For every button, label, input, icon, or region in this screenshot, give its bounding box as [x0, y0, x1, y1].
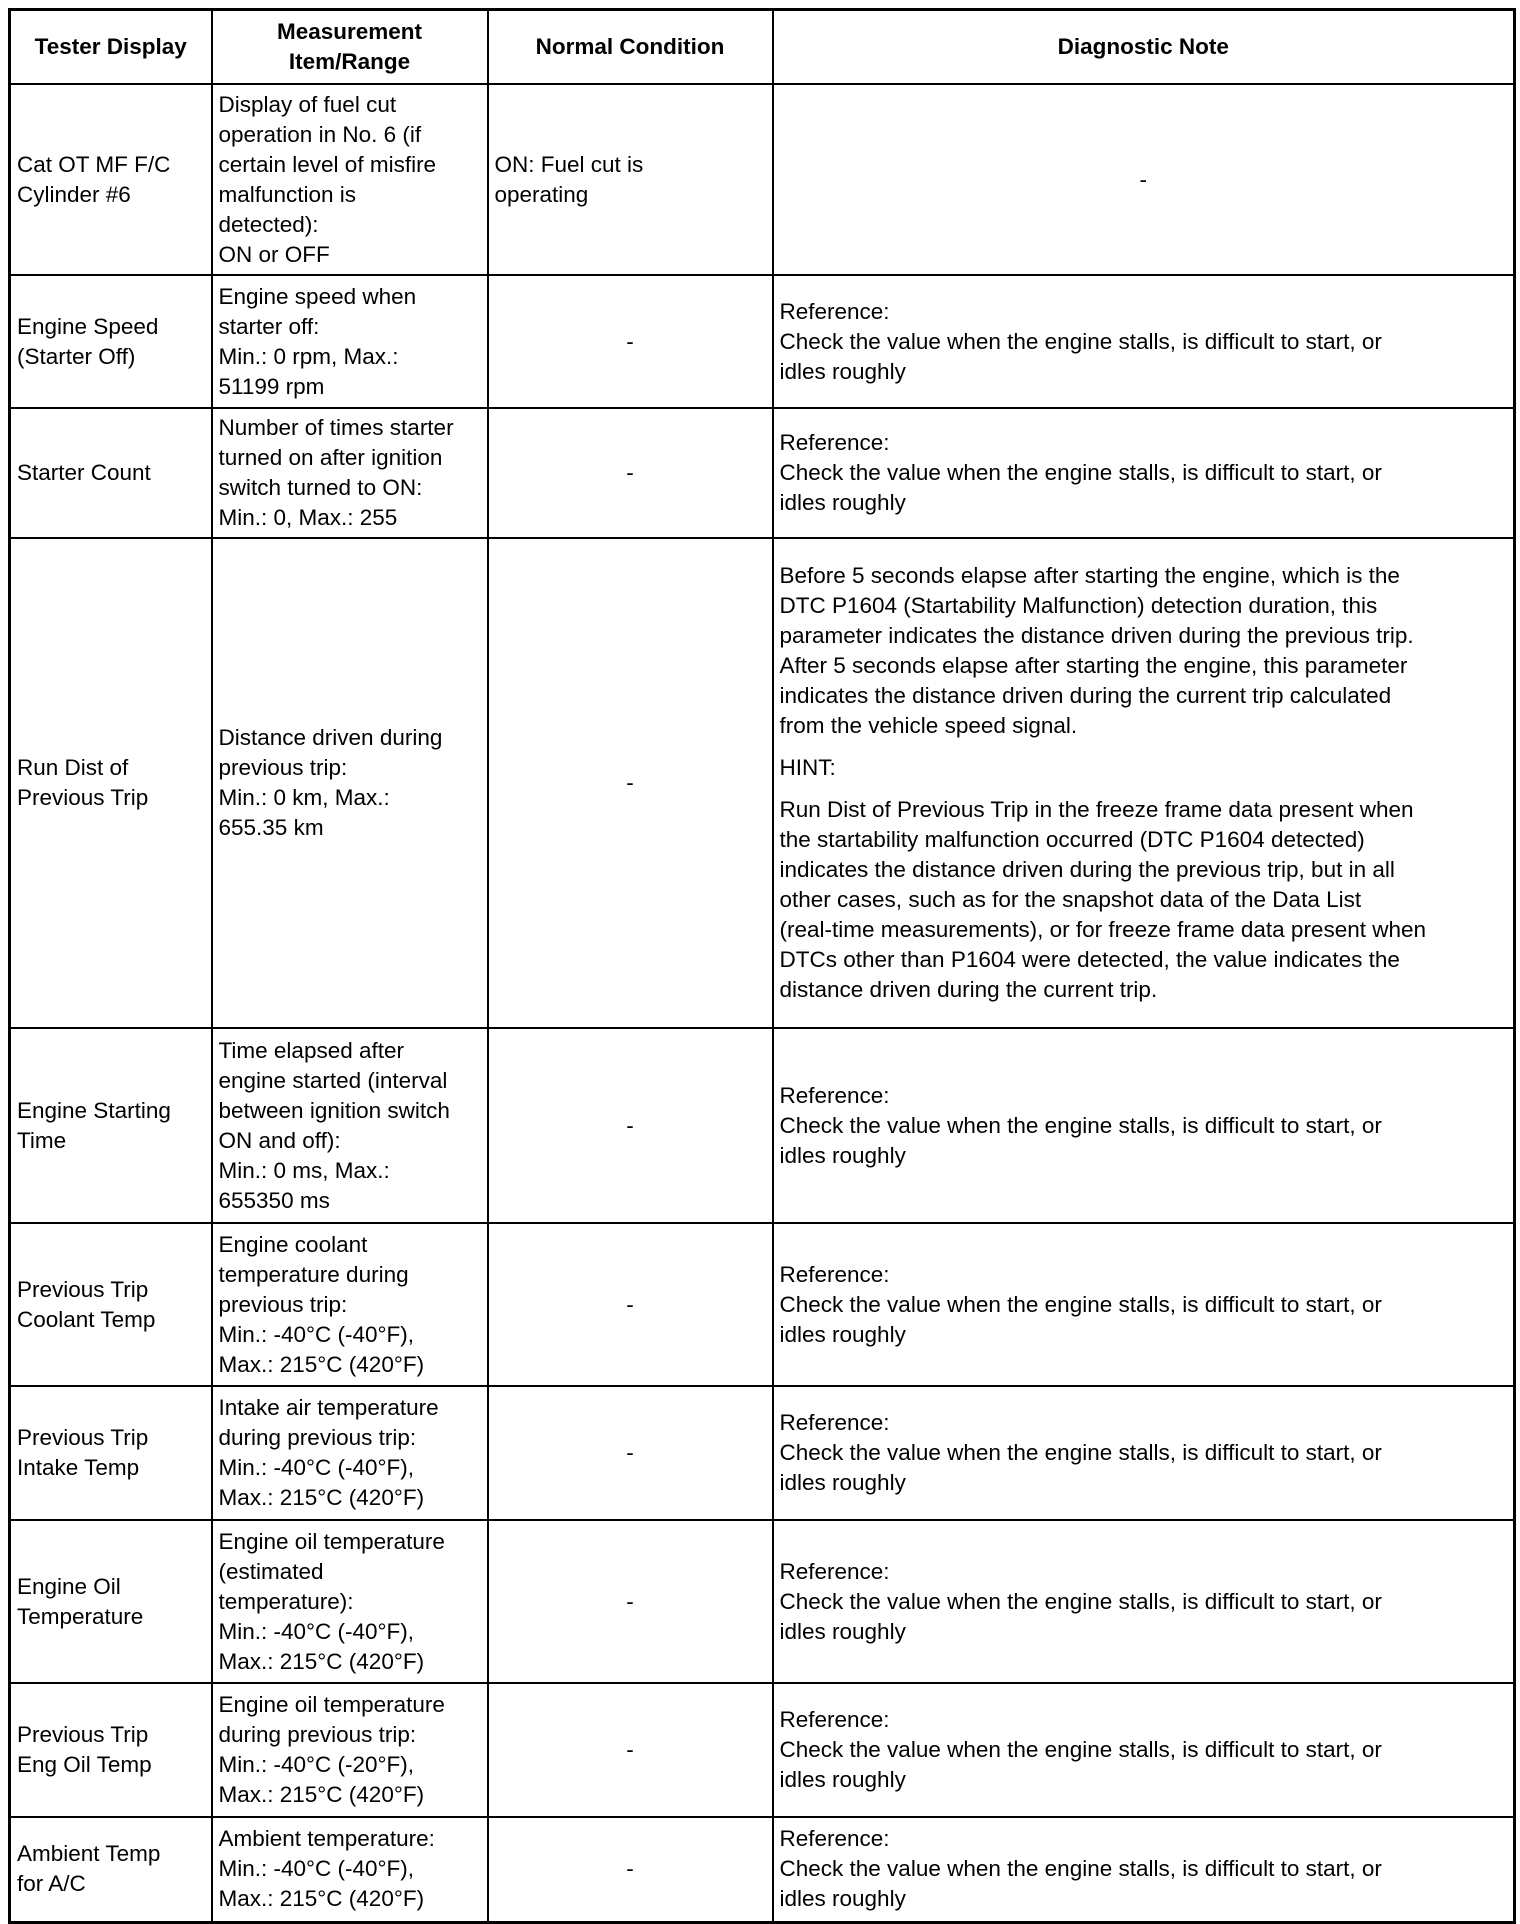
- diagnostic-note-cell: [773, 1223, 1515, 1386]
- measurement-cell-line: (estimated: [218, 1558, 324, 1584]
- diagnostic-note-cell-line: Check the value when the engine stalls, is difficult to start, or: [779, 328, 1382, 354]
- note-line: indicates the distance driven during the previous trip, but in all: [779, 857, 1395, 882]
- tester-display-cell: [10, 1683, 212, 1817]
- measurement-cell-line: Intake air temperature: [218, 1395, 439, 1420]
- diagnostic-note-cell-line: Check the value when the engine stalls, is difficult to start, or: [779, 1291, 1382, 1317]
- measurement-cell-line: 655.35 km: [218, 815, 324, 840]
- tester-display-cell-line: Previous Trip: [17, 1276, 149, 1302]
- normal-condition-cell: [488, 1817, 773, 1922]
- normal-condition-cell-line: -: [626, 1440, 634, 1465]
- normal-condition-cell-line: -: [626, 1112, 634, 1138]
- tester-display-cell-line: Run Dist of: [17, 755, 129, 780]
- diagnostic-note-cell-line: idles roughly: [779, 1470, 906, 1495]
- measurement-cell-line: Min.: -40°C (-40°F),: [218, 1618, 415, 1644]
- diagnostic-note-cell: [773, 1386, 1515, 1520]
- note-line: DTC P1604 (Startability Malfunction) detection duration, this: [779, 593, 1378, 618]
- tester-display-cell-line: Engine Speed: [17, 313, 159, 339]
- diagnostic-note-cell-line: Reference:: [779, 1558, 890, 1584]
- normal-condition-cell: [488, 1223, 773, 1386]
- measurement-cell-line: Distance driven during: [218, 725, 443, 750]
- measurement-cell: [212, 1817, 488, 1922]
- diagnostic-note-cell-line: idles roughly: [779, 1767, 906, 1792]
- header-measurement-item-range: Measurement Item/Range: [212, 10, 488, 85]
- measurement-cell: [212, 1520, 488, 1683]
- header-tester-display: Tester Display: [10, 10, 212, 85]
- tester-display-cell-line: Previous Trip: [17, 1425, 149, 1450]
- table-row: [10, 1817, 1515, 1922]
- tester-display-cell: [10, 408, 212, 538]
- tester-display-cell-line: Time: [17, 1127, 67, 1153]
- diagnostic-note-cell: [773, 1520, 1515, 1683]
- tester-display-cell-line: Engine Oil: [17, 1573, 121, 1599]
- tester-display-cell: [10, 1223, 212, 1386]
- header-diagnostic-note: Diagnostic Note: [773, 10, 1515, 85]
- tester-display-cell-line: Temperature: [17, 1603, 144, 1629]
- diagnostic-note-cell-line: -: [1139, 166, 1147, 192]
- tester-display-cell-line: for A/C: [17, 1871, 86, 1897]
- table-row: [10, 1386, 1515, 1520]
- tester-display-cell: [10, 1817, 212, 1922]
- measurement-cell-line: Max.: 215°C (420°F): [218, 1886, 425, 1912]
- measurement-cell-line: Max.: 215°C (420°F): [218, 1782, 425, 1807]
- measurement-cell-line: temperature):: [218, 1588, 354, 1614]
- normal-condition-cell-line: ON: Fuel cut is: [494, 151, 644, 177]
- diagnostic-note-cell-line: Reference:: [779, 1707, 890, 1732]
- note-line: DTCs other than P1604 were detected, the value indicates the: [779, 947, 1400, 972]
- note-line: distance driven during the current trip.: [779, 977, 1158, 1002]
- note-line: Run Dist of Previous Trip in the freeze frame data present when: [779, 797, 1414, 822]
- note-line: After 5 seconds elapse after starting the engine, this parameter: [779, 653, 1408, 678]
- note-line: Before 5 seconds elapse after starting the engine, which is the: [779, 563, 1400, 588]
- normal-condition-cell-line: -: [626, 1856, 634, 1882]
- measurement-cell-line: 51199 rpm: [218, 373, 325, 399]
- tester-display-cell-line: Previous Trip: [17, 785, 149, 810]
- normal-condition-cell: [488, 1386, 773, 1520]
- tester-display-cell-line: Starter Count: [17, 460, 151, 485]
- normal-condition-cell: [488, 1520, 773, 1683]
- table-body: [10, 84, 1515, 1922]
- table-row: [10, 1683, 1515, 1817]
- table-row: [10, 275, 1515, 408]
- normal-condition-cell-line: -: [626, 770, 634, 795]
- measurement-cell-line: Min.: 0 rpm, Max.:: [218, 343, 399, 369]
- tester-display-cell: [10, 1386, 212, 1520]
- diagnostic-note-cell-line: Reference:: [779, 1826, 890, 1852]
- measurement-cell-line: ON and off):: [218, 1127, 341, 1153]
- measurement-cell-line: Max.: 215°C (420°F): [218, 1485, 425, 1510]
- measurement-cell-line: Ambient temperature:: [218, 1826, 435, 1852]
- note-line: from the vehicle speed signal.: [779, 713, 1078, 738]
- table-row: [10, 408, 1515, 538]
- diagnostic-note-cell-line: idles roughly: [779, 1321, 906, 1347]
- measurement-cell-line: Min.: 0, Max.: 255: [218, 505, 398, 530]
- tester-display-cell-line: Previous Trip: [17, 1722, 149, 1747]
- measurement-cell-line: temperature during: [218, 1261, 409, 1287]
- normal-condition-cell: [488, 1683, 773, 1817]
- diagnostic-note-cell-line: Reference:: [779, 298, 890, 324]
- normal-condition-cell-line: -: [626, 328, 634, 354]
- diagnostic-note-cell-line: Reference:: [779, 1261, 890, 1287]
- diagnostic-note-cell-line: idles roughly: [779, 1618, 906, 1644]
- normal-condition-cell: [488, 84, 773, 275]
- measurement-cell: [212, 275, 488, 408]
- normal-condition-cell-line: operating: [494, 181, 589, 207]
- measurement-cell-line: certain level of misfire: [218, 151, 437, 177]
- tester-display-cell-line: Cat OT MF F/C: [17, 151, 171, 177]
- diagnostic-note-cell-line: Check the value when the engine stalls, is difficult to start, or: [779, 1588, 1382, 1614]
- table-row: [10, 84, 1515, 275]
- normal-condition-cell-line: -: [626, 1291, 634, 1317]
- diagnostic-note-cell-line: Check the value when the engine stalls, is difficult to start, or: [779, 1737, 1382, 1762]
- note-line: parameter indicates the distance driven during the previous trip.: [779, 623, 1414, 648]
- tester-display-cell: [10, 1520, 212, 1683]
- tester-display-cell-line: Intake Temp: [17, 1455, 140, 1480]
- diagnostic-note-cell-line: Check the value when the engine stalls, is difficult to start, or: [779, 1440, 1382, 1465]
- measurement-cell-line: turned on after ignition: [218, 445, 443, 470]
- measurement-cell-line: Engine speed when: [218, 283, 417, 309]
- diagnostic-note-cell-line: Reference:: [779, 1082, 890, 1108]
- tester-display-cell: [10, 1028, 212, 1223]
- measurement-cell: [212, 1028, 488, 1223]
- data-list-table: [8, 8, 1516, 1924]
- measurement-cell-line: Time elapsed after: [218, 1037, 405, 1063]
- diagnostic-note-cell: [773, 1683, 1515, 1817]
- measurement-cell-line: Min.: -40°C (-40°F),: [218, 1455, 415, 1480]
- measurement-cell: [212, 1386, 488, 1520]
- diagnostic-note-cell: [773, 275, 1515, 408]
- normal-condition-cell-line: -: [626, 1588, 634, 1614]
- measurement-cell-line: Engine oil temperature: [218, 1528, 445, 1554]
- note-line: HINT:: [779, 755, 836, 780]
- table-row: [10, 1223, 1515, 1386]
- measurement-cell: [212, 408, 488, 538]
- note-paragraph: [780, 753, 1508, 783]
- normal-condition-cell: [488, 1028, 773, 1223]
- measurement-cell-line: Max.: 215°C (420°F): [218, 1351, 425, 1377]
- note-paragraph: [780, 561, 1508, 741]
- measurement-cell-line: Min.: 0 ms, Max.:: [218, 1157, 390, 1183]
- tester-display-cell-line: Engine Starting: [17, 1097, 171, 1123]
- measurement-cell-line: during previous trip:: [218, 1722, 417, 1747]
- table-row: [10, 538, 1515, 1028]
- note-line: the startability malfunction occurred (DTC P1604 detected): [779, 827, 1365, 852]
- measurement-cell-line: Min.: -40°C (-40°F),: [218, 1856, 415, 1882]
- note-line: (real-time measurements), or for freeze frame data present when: [779, 917, 1427, 942]
- diagnostic-note-cell: [773, 1817, 1515, 1922]
- tester-display-cell: [10, 275, 212, 408]
- measurement-cell-line: malfunction is: [218, 181, 357, 207]
- tester-display-cell-line: (Starter Off): [17, 343, 136, 369]
- measurement-cell-line: Number of times starter: [218, 415, 454, 440]
- diagnostic-note-cell-line: Reference:: [779, 1410, 890, 1435]
- measurement-cell-line: Engine oil temperature: [218, 1692, 445, 1717]
- diagnostic-note-cell-line: idles roughly: [779, 1886, 906, 1912]
- header-normal-condition: Normal Condition: [488, 10, 773, 85]
- table-row: [10, 1520, 1515, 1683]
- measurement-cell-line: during previous trip:: [218, 1425, 417, 1450]
- diagnostic-note-cell-line: Check the value when the engine stalls, is difficult to start, or: [779, 460, 1382, 485]
- normal-condition-cell-line: -: [626, 1737, 634, 1762]
- diagnostic-note-cell: [773, 84, 1515, 275]
- measurement-cell: [212, 538, 488, 1028]
- measurement-cell-line: previous trip:: [218, 755, 348, 780]
- diagnostic-note-cell: [773, 1028, 1515, 1223]
- normal-condition-cell: [488, 538, 773, 1028]
- measurement-cell-line: operation in No. 6 (if: [218, 121, 422, 147]
- measurement-cell-line: between ignition switch: [218, 1097, 450, 1123]
- tester-display-cell-line: Ambient Temp: [17, 1841, 161, 1867]
- tester-display-cell-line: Coolant Temp: [17, 1306, 156, 1332]
- diagnostic-note-cell-line: Check the value when the engine stalls, is difficult to start, or: [779, 1112, 1382, 1138]
- measurement-cell-line: starter off:: [218, 313, 320, 339]
- diagnostic-note-cell-line: Check the value when the engine stalls, is difficult to start, or: [779, 1856, 1382, 1882]
- normal-condition-cell: [488, 275, 773, 408]
- measurement-cell-line: Min.: -40°C (-40°F),: [218, 1321, 415, 1347]
- table-row: [10, 1028, 1515, 1223]
- tester-display-cell-line: Eng Oil Temp: [17, 1752, 152, 1777]
- measurement-cell-line: Min.: -40°C (-20°F),: [218, 1752, 415, 1777]
- measurement-cell-line: 655350 ms: [218, 1187, 330, 1213]
- measurement-cell-line: previous trip:: [218, 1291, 348, 1317]
- measurement-cell-line: Engine coolant: [218, 1231, 368, 1257]
- normal-condition-cell-line: -: [626, 460, 634, 485]
- diagnostic-note-cell: [773, 538, 1515, 1028]
- measurement-cell: [212, 84, 488, 275]
- diagnostic-note-cell: [773, 408, 1515, 538]
- diagnostic-note-cell-line: idles roughly: [779, 1142, 906, 1168]
- measurement-cell-line: engine started (interval: [218, 1067, 448, 1093]
- measurement-cell: [212, 1223, 488, 1386]
- tester-display-cell: [10, 84, 212, 275]
- tester-display-cell: [10, 538, 212, 1028]
- note-line: other cases, such as for the snapshot data of the Data List: [779, 887, 1362, 912]
- note-paragraph: [780, 795, 1508, 1005]
- measurement-cell-line: detected):: [218, 211, 319, 237]
- normal-condition-cell: [488, 408, 773, 538]
- measurement-cell-line: Display of fuel cut: [218, 91, 397, 117]
- tester-display-cell-line: Cylinder #6: [17, 181, 131, 207]
- header-row: [10, 10, 1515, 85]
- diagnostic-note-cell-line: idles roughly: [779, 358, 906, 384]
- diagnostic-note-cell-line: idles roughly: [779, 490, 906, 515]
- measurement-cell-line: Min.: 0 km, Max.:: [218, 785, 390, 810]
- note-line: indicates the distance driven during the current trip calculated: [779, 683, 1392, 708]
- diagnostic-note-cell-line: Reference:: [779, 430, 890, 455]
- data-list-table-container: [8, 8, 1513, 1924]
- measurement-cell-line: Max.: 215°C (420°F): [218, 1648, 425, 1674]
- measurement-cell: [212, 1683, 488, 1817]
- measurement-cell-line: switch turned to ON:: [218, 475, 423, 500]
- measurement-cell-line: ON or OFF: [218, 241, 330, 267]
